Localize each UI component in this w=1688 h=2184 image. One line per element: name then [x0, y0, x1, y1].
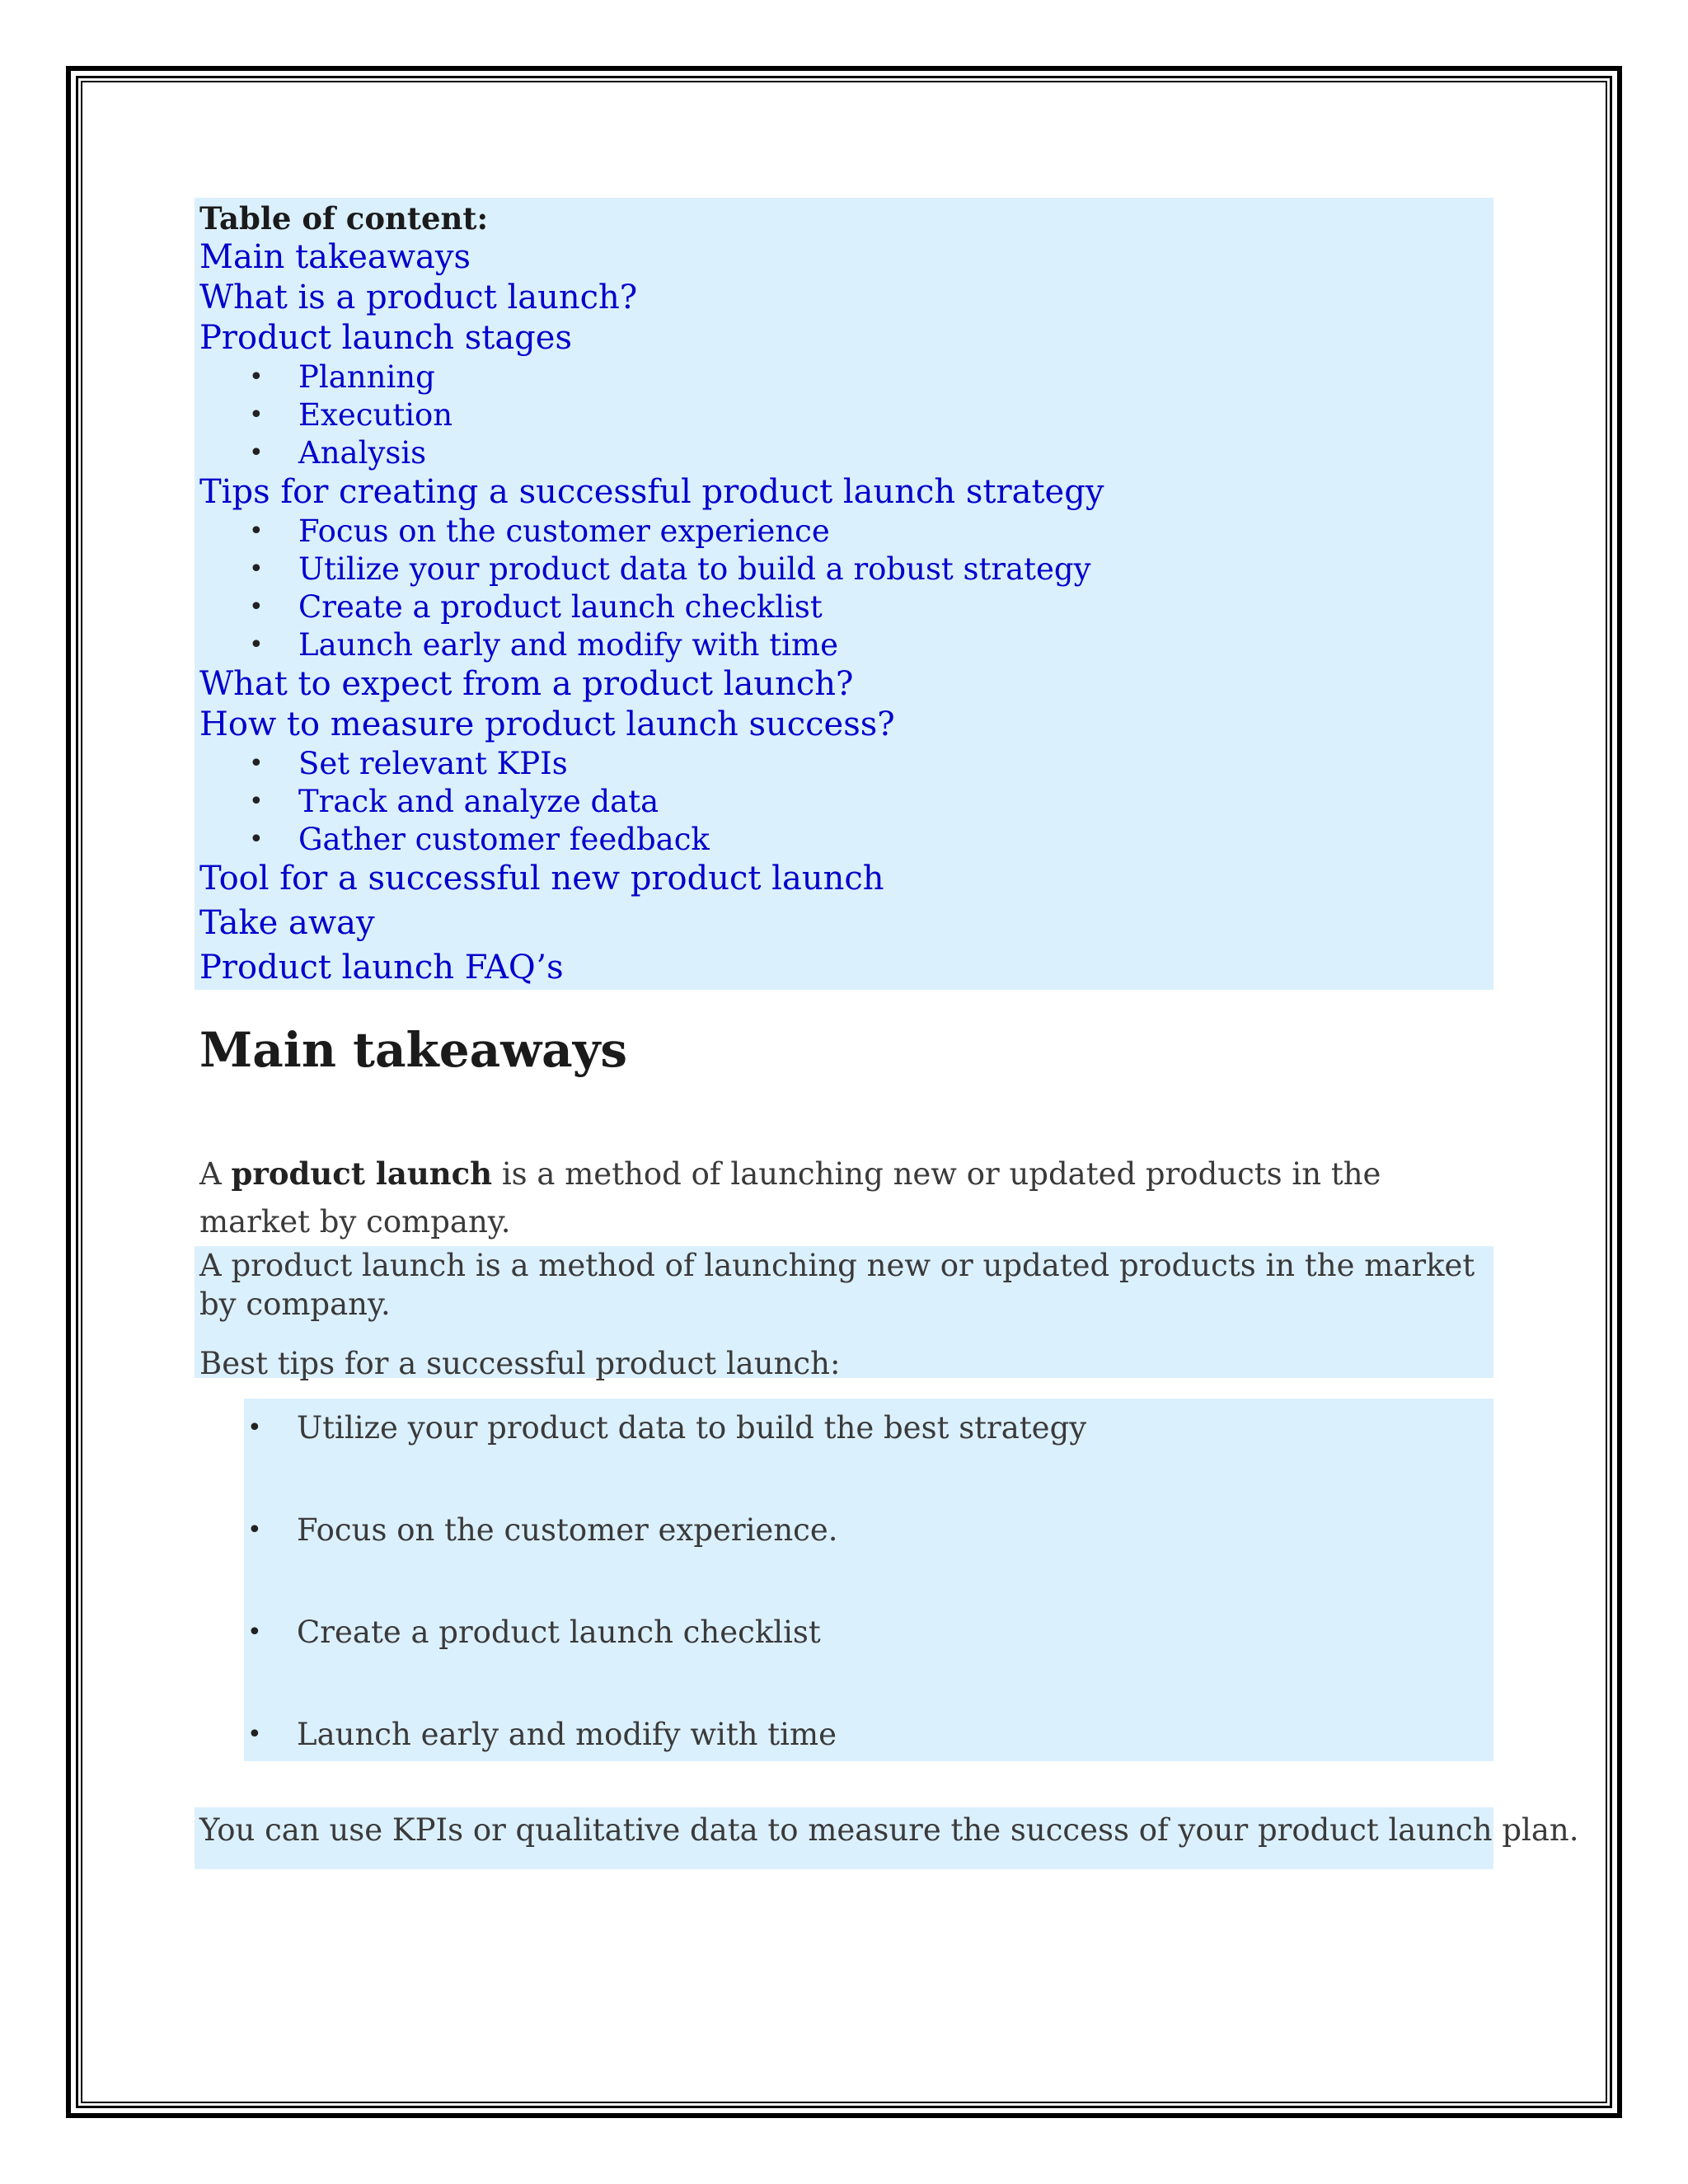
list-item: • Create a product launch checklist: [297, 1615, 821, 1650]
toc-link-faq[interactable]: Product launch FAQ’s: [199, 949, 564, 987]
toc-link-what-is-product-launch[interactable]: What is a product launch?: [199, 279, 638, 316]
toc-sublink-execution[interactable]: • Execution: [199, 396, 1493, 434]
toc-link-what-to-expect[interactable]: What to expect from a product launch?: [199, 665, 854, 703]
intro-prefix: A: [199, 1156, 232, 1192]
intro-paragraph: [199, 1150, 1493, 1246]
toc-sublink-planning[interactable]: • Planning: [199, 359, 1493, 396]
toc-sublink-kpis[interactable]: • Set relevant KPIs: [199, 745, 1493, 783]
toc-sublink-feedback[interactable]: • Gather customer feedback: [199, 821, 1493, 859]
toc-link-main-takeaways[interactable]: Main takeaways: [199, 238, 471, 276]
tips-list: [244, 1399, 1493, 1761]
list-item: • Utilize your product data to build the best strategy: [297, 1410, 1086, 1446]
list-item: • Focus on the customer experience.: [297, 1512, 838, 1548]
toc-sublink-customer-experience[interactable]: • Focus on the customer experience: [199, 513, 1493, 551]
toc-link-take-away[interactable]: Take away: [199, 904, 375, 942]
toc-sublink-checklist[interactable]: • Create a product launch checklist: [199, 588, 1493, 626]
toc-link-product-launch-stages[interactable]: Product launch stages: [199, 319, 572, 357]
toc-title: Table of content:: [199, 200, 489, 237]
list-item: • Launch early and modify with time: [297, 1717, 837, 1752]
intro-bold-term: product launch: [231, 1155, 493, 1192]
tips-intro: Best tips for a successful product launch:: [199, 1346, 841, 1381]
toc-sublink-product-data[interactable]: • Utilize your product data to build a robust strategy: [199, 551, 1493, 588]
table-of-contents: [195, 198, 1493, 990]
toc-sublink-analysis[interactable]: • Analysis: [199, 434, 1493, 472]
summary-text: A product launch is a method of launching new or updated products in the market by company.: [199, 1248, 1475, 1322]
intro-rest: is a method of launching new or updated products in the market by company.: [199, 1156, 1381, 1240]
section-heading-main-takeaways: Main takeaways: [199, 1022, 628, 1078]
toc-link-tool[interactable]: Tool for a successful new product launch: [199, 860, 884, 898]
kpi-note: You can use KPIs or qualitative data to measure the success of your product launch plan.: [195, 1807, 1493, 1869]
summary-box: [195, 1246, 1493, 1381]
toc-link-tips-strategy[interactable]: Tips for creating a successful product launch strategy: [199, 473, 1104, 511]
toc-sublink-track-data[interactable]: • Track and analyze data: [199, 783, 1493, 821]
toc-link-measure-success[interactable]: How to measure product launch success?: [199, 705, 895, 743]
toc-sublink-launch-early[interactable]: • Launch early and modify with time: [199, 626, 1493, 664]
